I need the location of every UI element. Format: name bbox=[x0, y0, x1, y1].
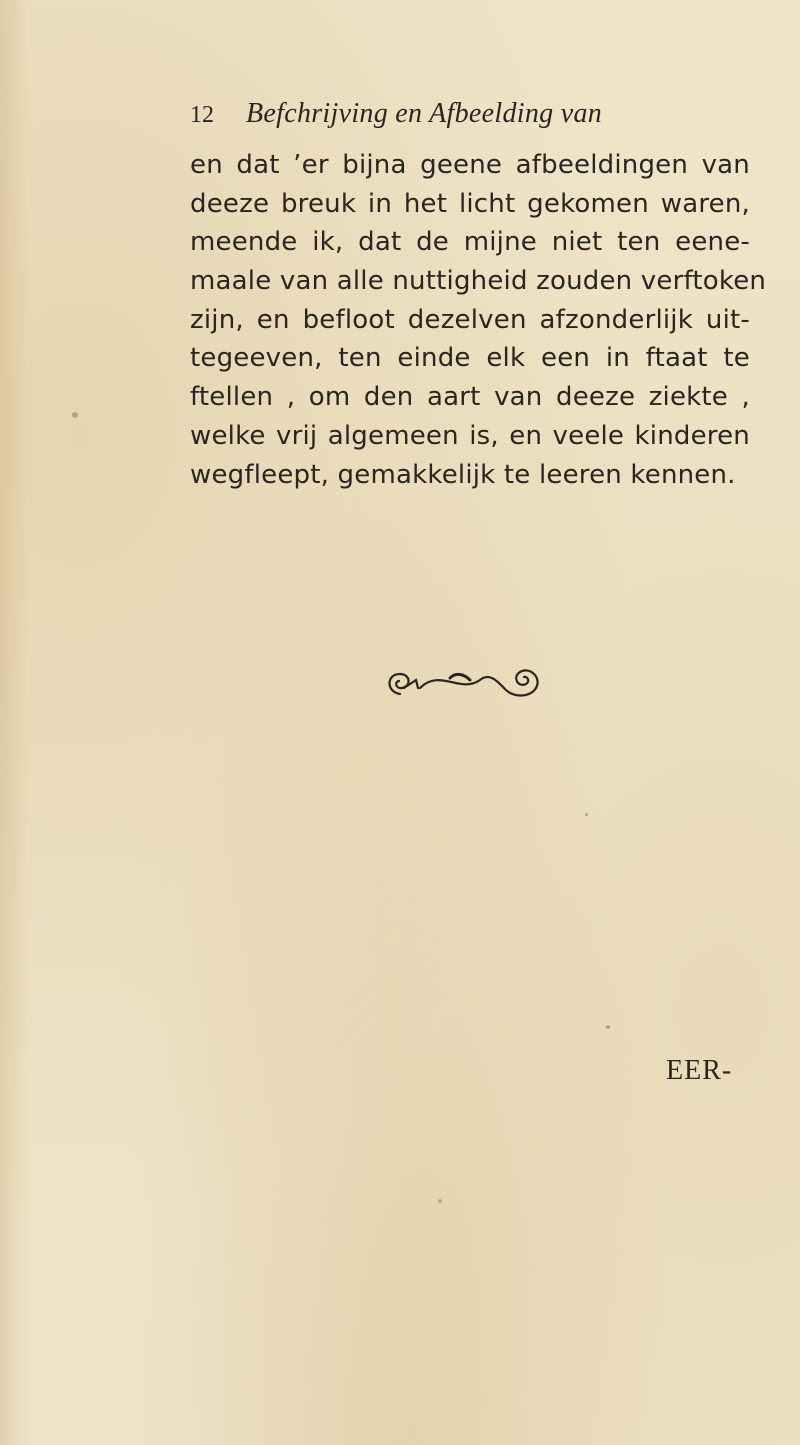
page-number: 12 bbox=[190, 102, 214, 128]
text-line: deeze breuk in het licht gekomen waren, bbox=[190, 188, 750, 219]
text-line: tegeeven, ten einde elk een in ftaat te bbox=[190, 343, 750, 374]
text-line: zijn, en befloot dezelven afzonderlijk uit- bbox=[190, 304, 750, 335]
text-line: ftellen , om den aart van deeze ziekte , bbox=[190, 382, 750, 413]
paper-speck bbox=[438, 1199, 442, 1203]
running-title: Befchrijving en Afbeelding van bbox=[246, 98, 603, 129]
paper-speck bbox=[72, 412, 78, 418]
text-line: maale van alle nuttigheid zouden verftoken bbox=[190, 266, 767, 297]
running-head bbox=[190, 94, 710, 138]
scroll-flourish-icon bbox=[380, 658, 560, 708]
text-line: meende ik, dat de mijne niet ten eene- bbox=[190, 227, 750, 258]
paper-speck bbox=[585, 813, 588, 816]
text-line: welke vrij algemeen is, en veele kinderen bbox=[190, 420, 750, 451]
catchword: EER- bbox=[666, 1055, 733, 1086]
text-line: wegfleept, gemakkelijk te leeren kennen. bbox=[190, 459, 736, 490]
body-text bbox=[190, 146, 767, 494]
text-line: en dat ’er bijna geene afbeeldingen van bbox=[190, 150, 750, 180]
paper-speck bbox=[606, 1025, 610, 1029]
